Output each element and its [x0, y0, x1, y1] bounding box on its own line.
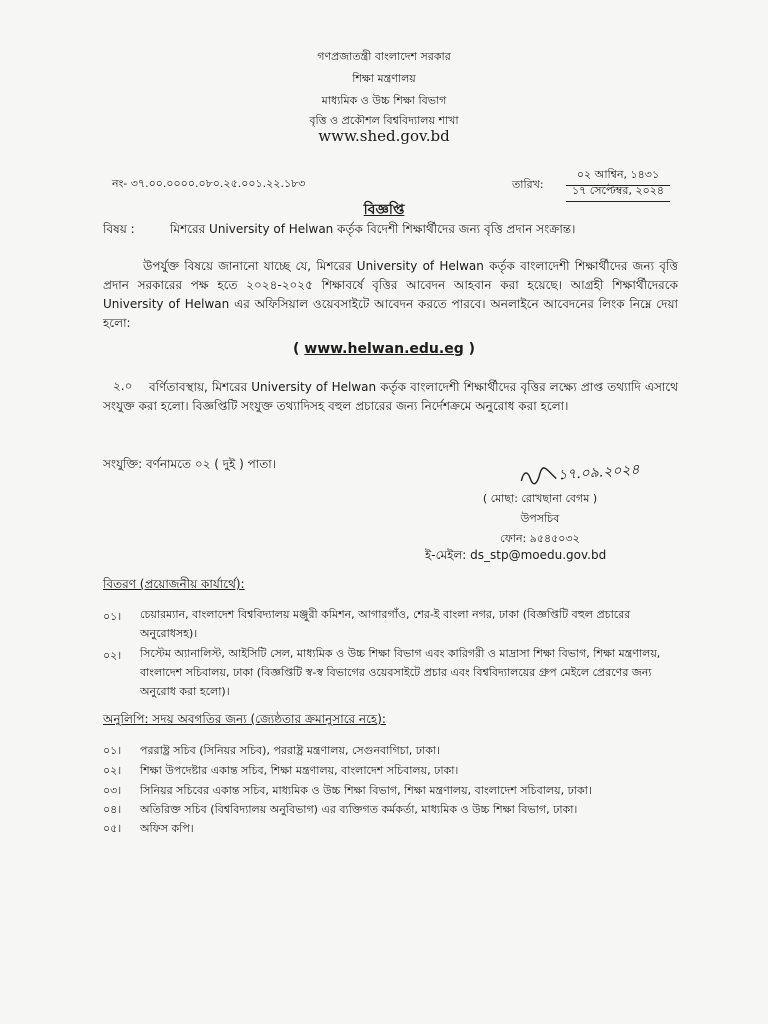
- date-bangla: ০২ আশ্বিন, ১৪৩১: [566, 166, 670, 186]
- distribution-item-text: সিস্টেম অ্যানালিস্ট, আইসিটি সেল, মাধ্যমিক ও উচ্চ শিক্ষা বিভাগ এবং কারিগরী ও মাদ্রাসা শিক্ষা বিভাগ, শিক্ষা মন্ত্রণালয়, বাংলাদেশ সচিবালয়, ঢাকা (বিজ্ঞপ্তিটি স্ব-স্ব বিভাগের ওয়েবসাইটে প্রচার এবং বিশ্ববিদ্যালয়ের গ্রুপ মেইলে প্রেরণের জন্য অনুরোধ করা হলো)।: [140, 647, 661, 698]
- attachment-note: সংযুক্তি: বর্ণনামতে ০২ ( দুই ) পাতা।: [103, 457, 277, 471]
- branch-name: বৃত্তি ও প্রকৌশল বিশ্ববিদ্যালয় শাখা: [309, 114, 459, 127]
- copy-item-text: সিনিয়র সচিবের একান্ত সচিব, মাধ্যমিক ও উচ্চ শিক্ষা বিভাগ, শিক্ষা মন্ত্রণালয়, বাংলাদেশ সচিবালয়, ঢাকা।: [140, 784, 592, 797]
- signatory-phone: ফোন: ৯৫৪৫০৩২: [500, 532, 580, 545]
- handwritten-signature: [517, 458, 640, 490]
- distribution-item-number: ০২।: [103, 649, 122, 662]
- signature-scribble-icon: [517, 464, 558, 489]
- subject-text: মিশরের University of Helwan কর্তৃক বিদেশী শিক্ষার্থীদের জন্য বৃত্তি প্রদান সংক্রান্ত।: [170, 222, 576, 236]
- govt-name: গণপ্রজাতন্ত্রী বাংলাদেশ সরকার: [317, 50, 451, 63]
- link-line: [0, 341, 768, 357]
- copy-item-number: ০৫।: [103, 822, 122, 835]
- notice-title: বিজ্ঞপ্তি: [363, 202, 405, 218]
- division-name: মাধ্যমিক ও উচ্চ শিক্ষা বিভাগ: [321, 94, 447, 107]
- copy-item-text: পররাষ্ট্র সচিব (সিনিয়র সচিব), পররাষ্ট্র মন্ত্রণালয়, সেগুনবাগিচা, ঢাকা।: [140, 744, 441, 757]
- body-paragraph-2: বর্ণিতাবস্থায়, মিশরের University of Helwan কর্তৃক বাংলাদেশী শিক্ষার্থীদের বৃত্তির লক্ষ্যে প্রাপ্ত তথ্যাদি এসাথে সংযুক্ত করা হলো। বিজ্ঞপ্তিটি সংযুক্ত তথ্যাদিসহ বহুল প্রচারের জন্য নির্দেশক্রমে অনুরোধ করা হলো।: [103, 380, 678, 413]
- signatory-name: ( মোছা: রোখছানা বেগম ): [482, 492, 598, 505]
- distribution-item-text: চেয়ারম্যান, বাংলাদেশ বিশ্ববিদ্যালয় মঞ্জুরী কমিশন, আগারগাঁও, শের-ই বাংলা নগর, ঢাকা (বিজ্ঞপ্তিটি বহুল প্রচারের অনুরোধসহ)।: [140, 608, 631, 640]
- copy-item-text: অতিরিক্ত সচিব (বিশ্ববিদ্যালয় অনুবিভাগ) এর ব্যক্তিগত কর্মকর্তা, মাধ্যমিক ও উচ্চ শিক্ষা বিভাগ, ঢাকা।: [140, 803, 578, 816]
- copy-item-number: ০৩।: [103, 784, 122, 797]
- link-open-paren: (: [292, 341, 300, 357]
- subject-label: বিষয় :: [103, 222, 135, 236]
- date-english: ১৭ সেপ্টেম্বর, ২০২৪: [566, 182, 670, 202]
- distribution-item-number: ০১।: [103, 610, 122, 623]
- helwan-website-link[interactable]: www.helwan.edu.eg: [304, 341, 464, 357]
- copy-item-number: ০৪।: [103, 803, 122, 816]
- body-paragraph-1: উপর্যুক্ত বিষয়ে জানানো যাচ্ছে যে, মিশরের University of Helwan কর্তৃক বাংলাদেশী শিক্ষার্থীদের জন্য বৃত্তি প্রদান সরকারের পক্ষ হতে ২০২৪-২০২৫ শিক্ষাবর্ষে বৃত্তির আবেদন আহবান করা হয়েছে। আগ্রহী শিক্ষার্থীদেরকে University of Helwan এর অফিসিয়াল ওয়েবসাইটে আবেদন করতে পারবে। অনলাইনে আবেদনের লিংক নিম্নে দেয়া হলো:: [103, 259, 678, 330]
- link-close-paren: ): [468, 341, 476, 357]
- ministry-name: শিক্ষা মন্ত্রণালয়: [352, 72, 416, 85]
- paragraph-2-number: ২.০: [113, 379, 133, 393]
- copies-heading: অনুলিপি: সদয় অবগতির জন্য (জ্যেষ্ঠতার ক্রমানুসারে নহে):: [103, 712, 386, 726]
- date-label: তারিখ:: [512, 178, 544, 191]
- copy-item-number: ০২।: [103, 764, 122, 777]
- copy-item-text: অফিস কপি।: [140, 822, 194, 835]
- signatory-email: ই-মেইল: ds_stp@moedu.gov.bd: [425, 548, 607, 562]
- signatory-designation: উপসচিব: [520, 512, 560, 525]
- memo-number: নং- ৩৭.০০.০০০০.০৮০.২৫.০০১.২২.১৮৩: [112, 177, 306, 190]
- copy-item-number: ০১।: [103, 744, 122, 757]
- signature-date: ১৭.০৯.২০২৪: [557, 461, 641, 484]
- distribution-heading: বিতরণ (প্রয়োজনীয় কার্যার্থে):: [103, 577, 245, 591]
- website: www.shed.gov.bd: [318, 127, 450, 145]
- copy-item-text: শিক্ষা উপদেষ্টার একান্ত সচিব, শিক্ষা মন্ত্রণালয়, বাংলাদেশ সচিবালয়, ঢাকা।: [140, 764, 459, 777]
